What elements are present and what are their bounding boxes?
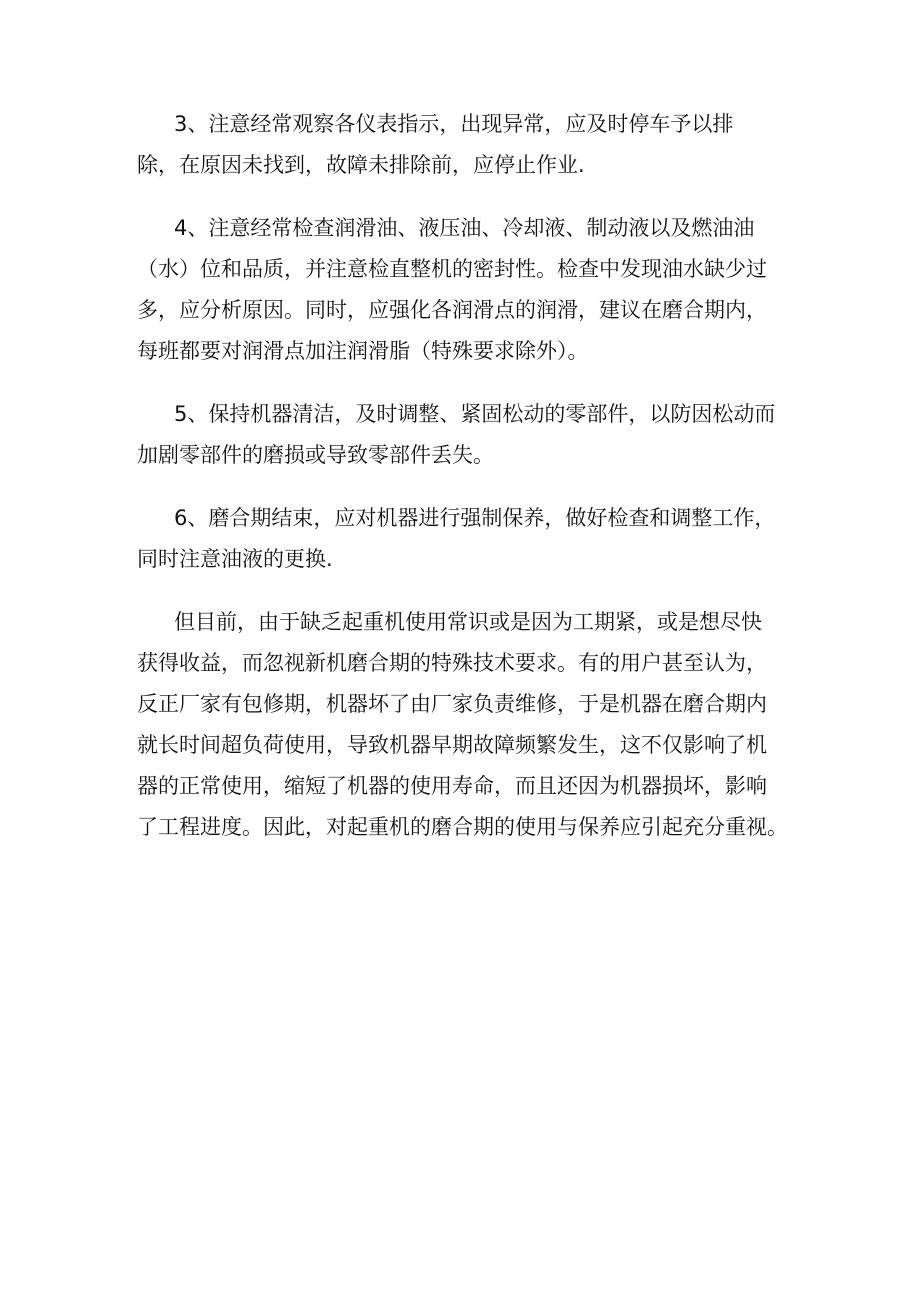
paragraph-line: 多，应分析原因。同时，应强化各润滑点的润滑，建议在磨合期内， (137, 298, 767, 322)
paragraph-line: 获得收益，而忽视新机磨合期的特殊技术要求。有的用户甚至认为， (137, 651, 767, 675)
paragraph-spacing (137, 186, 789, 208)
document-body (137, 104, 789, 848)
paragraph-spacing (137, 580, 789, 602)
paragraph-line: 但目前，由于缺乏起重机使用常识或是因为工期紧，或是想尽快 (174, 610, 762, 634)
paragraph-line: 反正厂家有包修期，机器坏了由厂家负责维修，于是机器在磨合期内 (137, 692, 767, 716)
paragraph-item-6 (137, 498, 789, 580)
paragraph-line: 每班都要对润滑点加注润滑脂（特殊要求除外）。 (137, 339, 589, 363)
paragraph-line: 4、注意经常检查润滑油、液压油、冷却液、制动液以及燃油油 (174, 216, 755, 240)
paragraph-line: 就长时间超负荷使用，导致机器早期故障频繁发生，这不仅影响了机 (137, 733, 767, 757)
paragraph-spacing (137, 372, 789, 394)
paragraph-item-3 (137, 104, 789, 186)
paragraph-line: 3、注意经常观察各仪表指示，出现异常，应及时停车予以排 (174, 112, 734, 136)
paragraph-line: 5、保持机器清洁，及时调整、紧固松动的零部件，以防因松动而 (174, 402, 776, 426)
paragraph-conclusion (137, 602, 789, 848)
paragraph-line: 器的正常使用，缩短了机器的使用寿命，而且还因为机器损坏，影响 (137, 774, 767, 798)
paragraph-line: 6、磨合期结束，应对机器进行强制保养，做好检查和调整工作， (174, 506, 776, 530)
paragraph-line: （水）位和品质，并注意检直整机的密封性。检查中发现油水缺少过 (137, 257, 767, 281)
paragraph-item-5 (137, 394, 789, 476)
paragraph-item-4 (137, 208, 789, 372)
paragraph-line: 同时注意油液的更换. (137, 547, 333, 571)
paragraph-line: 加剧零部件的磨损或导致零部件丢失。 (137, 443, 494, 467)
paragraph-line: 除，在原因未找到，故障未排除前，应停止作业. (137, 153, 585, 177)
paragraph-line: 了工程进度。因此，对起重机的磨合期的使用与保养应引起充分重视。 (137, 815, 788, 839)
paragraph-spacing (137, 476, 789, 498)
